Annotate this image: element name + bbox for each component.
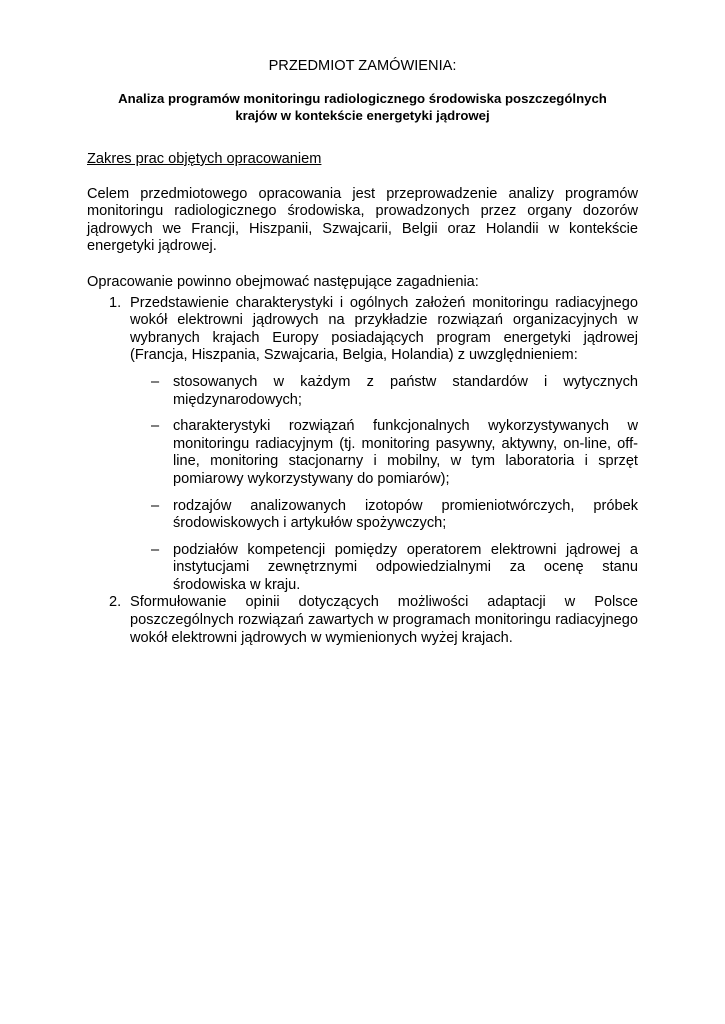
scope-intro: Opracowanie powinno obejmować następujące zagadnienia: xyxy=(87,273,479,290)
subtitle-line-2: krajów w kontekście energetyki jądrowej xyxy=(235,107,490,123)
list-item xyxy=(87,295,638,595)
document-subtitle xyxy=(87,91,638,124)
subtitle-line-1: Analiza programów monitoringu radiologicznego środowiska poszczególnych xyxy=(118,91,607,106)
dash-marker: – xyxy=(151,373,160,390)
dash-marker: – xyxy=(151,541,160,558)
sub-list-item xyxy=(130,542,638,595)
sub-list-item xyxy=(130,418,638,488)
list-item-text: Sformułowanie opinii dotyczących możliwości adaptacji w Polsce poszczególnych rozwiązań zawartych w programach monitoringu radiacyjnego wokół elektrowni jądrowych w wymienionych wyżej krajach. xyxy=(130,594,638,646)
dash-marker: – xyxy=(151,497,160,514)
sub-list-item-text: charakterystyki rozwiązań funkcjonalnych wykorzystywanych w monitoringu radiacyjnym (tj. monitoring pasywny, aktywny, on-line, off-line, monitoring stacjonarny i mobilny, w tym laboratoria i sprzęt pomiarowy wykorzystywany do pomiarów); xyxy=(173,418,638,487)
document-title: PRZEDMIOT ZAMÓWIENIA: xyxy=(268,58,457,74)
document-page xyxy=(87,57,638,647)
section-heading: Zakres prac objętych opracowaniem xyxy=(87,151,322,167)
sub-list-item-text: podziałów kompetencji pomiędzy operatorem elektrowni jądrowej a instytucjami zewnętrznymi odpowiedzialnymi za ocenę stanu środowiska w kraju. xyxy=(173,541,638,593)
list-item-number: 1. xyxy=(109,294,122,311)
sub-list-item-text: rodzajów analizowanych izotopów promieniotwórczych, próbek środowiskowych i artykułów spożywczych; xyxy=(173,497,638,532)
intro-paragraph: Celem przedmiotowego opracowania jest przeprowadzenie analizy programów monitoringu radiologicznego środowiska, prowadzonych przez organy dozorów jądrowych we Francji, Hiszpanii, Szwajcarii, Belgii oraz Holandii w kontekście energetyki jądrowej. xyxy=(87,185,638,255)
scope-list xyxy=(87,295,638,648)
list-item xyxy=(87,594,638,647)
sub-list-item xyxy=(130,498,638,533)
list-item-text: Przedstawienie charakterystyki i ogólnych założeń monitoringu radiacyjnego wokół elektrowni jądrowych na przykładzie rozwiązań organizacyjnych w wybranych krajach Europy posiadających program energetyki jądrowej (Francja, Hiszpania, Szwajcaria, Belgia, Holandia) z uwzględnieniem: xyxy=(130,294,638,364)
sub-list-item-text: stosowanych w każdym z państw standardów i wytycznych międzynarodowych; xyxy=(173,373,638,408)
dash-marker: – xyxy=(151,418,160,435)
sub-list-item xyxy=(130,374,638,409)
list-item-number: 2. xyxy=(109,594,122,611)
sub-list xyxy=(130,374,638,595)
